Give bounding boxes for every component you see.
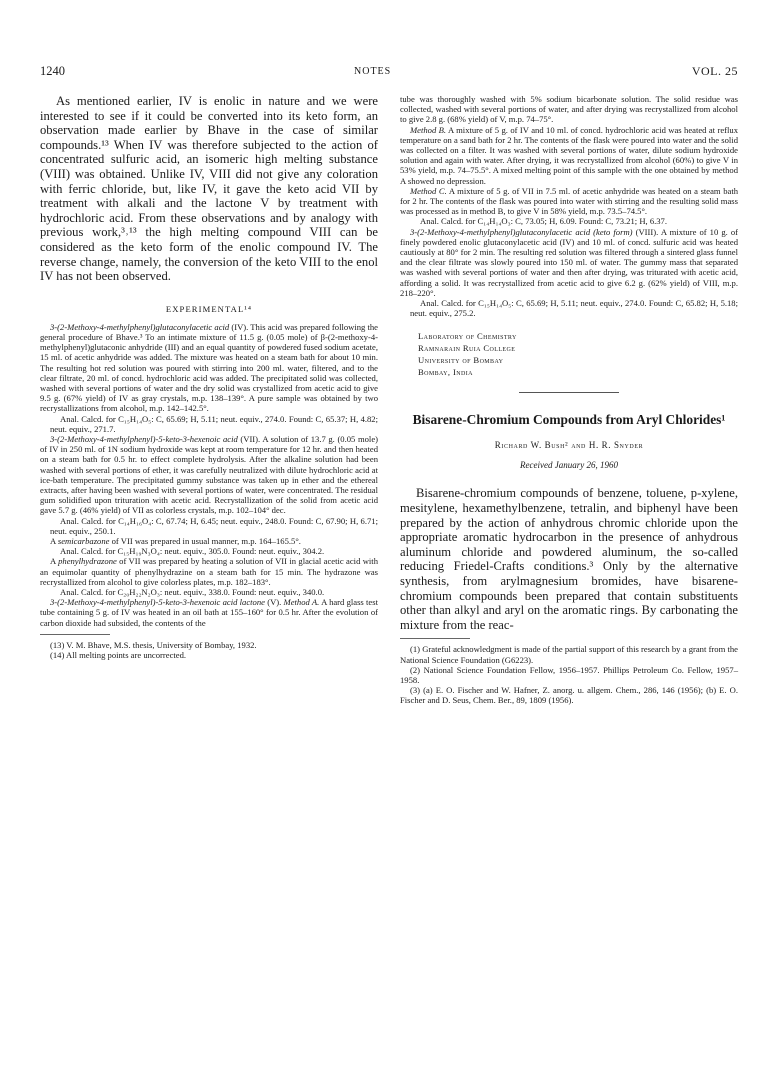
experimental-text: [40, 322, 378, 628]
page-number: 1240: [40, 64, 65, 78]
right-column: [400, 94, 738, 706]
footnote-divider: [40, 634, 110, 635]
procedure-iv: 3-(2-Methoxy-4-methylphenyl)glutaconylacetic acid (IV). This acid was prepared following the general procedure of Bhave.³ To an intimate mixture of 11.5 g. (0.05 mole) of β-(2-methoxy-4-methylphenyl)glutaconic anhydride (III) and an equal quantity of powdered fused sodium acetate, 15 ml. of acetic anhydride was added. The mixture was heated on a steam bath for about 10 min. The resulting hot red solution was poured with stirring into 200 ml. water, filtered, and to the clear filtrate, 20 ml. of concd. hydrochloric acid was added. The precipitated solid was collected, washed with several portions of water and the dry solid was crystallized from acetic acid to give 9.5 g. (67% yield) of IV as gray crystals, m.p. 138–139°. A pure sample was obtained by two recrystallizations from alcohol, m.p. 142–142.5°.: [40, 321, 378, 414]
experimental-heading: EXPERIMENTAL¹⁴: [165, 303, 253, 314]
experimental-text-continued: [400, 94, 738, 318]
affiliation-line: Ramnarain Ruia College: [418, 343, 516, 354]
footnote-13: (13) V. M. Bhave, M.S. thesis, University of Bombay, 1932.: [50, 639, 257, 650]
footnote-1: (1) Grateful acknowledgment is made of the partial support of this research by a grant from the National Science Foundation (G6223).: [400, 644, 738, 665]
method-c: Method C. A mixture of 5 g. of VII in 7.5 ml. of acetic anhydride was heated on a steam bath for 2 hr. The contents of the flask was poured into water with stirring and the resulting solid mass was processed as in method B, to give V in 58% yield, m.p. 73.5–74.5°.: [400, 185, 739, 217]
intro-paragraph: As mentioned earlier, IV is enolic in nature and we were interested to see if it could be converted into its keto form, an observation made earlier by Bhave in the case of similar compounds.¹³ When IV was therefore subjected to the action of concentrated sulfuric acid, an isomeric high melting substance (VIII) was obtained. Unlike IV, VIII did not give any coloration with ferric chloride, but, like IV, it gave the keto acid VII by treatment with alkali and the lactone V by treatment with hydrochloric acid. From these observations and by analogy with previous work,³˒¹³ the high melting compound VIII can be considered as the keto form of the enolic compound IV. The reverse change, namely, the conversion of the keto VIII to the enol IV has not been observed.: [40, 94, 378, 284]
article-body: Bisarene-chromium compounds of benzene, toluene, p-xylene, mesitylene, hexamethylbenzene, tetralin, and biphenyl have been prepared by the action of anhydrous chromic chloride upon the appropriate aromatic hydrocarbon in the presence of anhydrous aluminum chloride and powdered aluminum, the so-called reducing Friedel-Crafts conditions.³ Only by the alternative synthesis, from arylmagnesium bromides, have bisarene-chromium compounds been prepared that contain substituents other than alkyl and aryl on the aromatic rings. By carbonating the mixture from the reac-: [400, 486, 738, 632]
footnote-3: (3) (a) E. O. Fischer and W. Hafner, Z. anorg. u. allgem. Chem., 286, 146 (1956); (b) E. O. Fischer and D. Seus, Chem. Ber., 89, 1809 (1956).: [400, 685, 738, 706]
footnote-2: (2) National Science Foundation Fellow, 1956–1957. Phillips Petroleum Co. Fellow, 1957–1958.: [400, 664, 738, 686]
compound-name: 3-(2-Methoxy-4-methylphenyl)-5-keto-3-hexenoic acid lactone: [50, 597, 265, 608]
procedure-vii: 3-(2-Methoxy-4-methylphenyl)-5-keto-3-hexenoic acid (VII). A solution of 13.7 g. (0.05 mole) of IV in 250 ml. of 1N sodium hydroxide was kept at room temperature for 12 hr. and then heated on a steam bath for 0.5 hr. to effect complete hydrolysis. After the alkaline solution had been washed with several portions of ether, it was carefully neutralized with dilute hydrochloric acid at ice-bath temperature. The precipitated gummy substance was taken up in ether and the ethereal extracts, after having been washed with several portions of water, were concentrated. The residual gum solidified upon trituration with acetic acid. Recrystallization of the solid from acetic acid gave 5.7 g. (46% yield) of VII as colorless crystals, m.p. 102–104° dec.: [40, 433, 378, 516]
article-authors: Richard W. Bush² and H. R. Snyder: [494, 440, 644, 451]
lactone-continued: tube was thoroughly washed with 5% sodium bicarbonate solution. The solid residue was collected, washed with several portions of water, and after drying was recrystallized from alcohol to give 2.8 g. (68% yield) of V, m.p. 74–75°.: [400, 94, 738, 125]
footnote-14: (14) All melting points are uncorrected.: [50, 650, 187, 661]
footnotes-left: [40, 640, 378, 660]
compound-name: 3-(2-Methoxy-4-methylphenyl)-5-keto-3-hexenoic acid: [50, 433, 238, 444]
footnote-divider: [400, 638, 470, 639]
left-column: [40, 94, 378, 660]
procedure-viii: 3-(2-Methoxy-4-methylphenyl)glutaconylacetic acid (keto form) (VIII). A mixture of 10 g. of finely powdered enolic glutaconylacetic acid (IV) and 10 ml. of concd. sulfuric acid was heated cautiously at 80° for 2 min. The resulting red solution was filtered through a sintered glass funnel and the clear filtrate was slowly poured into 150 ml. of water. The gummy mass that separated was washed with several portions of water and then after drying, was triturated with acetic acid, affording a solid. It was recrystallized from acetic acid to give 6.2 g. (62% yield) of VIII, m.p. 218–220°.: [400, 226, 739, 298]
section-title: NOTES: [354, 66, 392, 77]
method-b: Method B. A mixture of 5 g. of IV and 10 ml. of concd. hydrochloric acid was heated at reflux temperature on a sand bath for 2 hr. The contents of the flask were poured into water and the solid was collected on a filter. It was washed with several portions of water, dilute sodium hydroxide solution and again with water. After drying, it was recrystallized from alcohol (60%) to give V in 53% yield, m.p. 74–75.5°. A mixed melting point of this sample with the one obtained by method A showed no depression.: [400, 124, 738, 186]
article-divider: [519, 392, 619, 393]
volume-label: VOL. 25: [691, 64, 738, 78]
affiliation-line: Laboratory of Chemistry: [418, 331, 517, 342]
running-header: [40, 64, 738, 82]
analysis-iv: Anal. Calcd. for C₁₅H₁₄O₅: C, 65.69; H, 5.11; neut. equiv., 274.0. Found: C, 65.37; H, 4.82; neut. equiv., 271.7.: [50, 413, 378, 434]
analysis-viii: Anal. Calcd. for C₁₅H₁₄O₅: C, 65.69; H, 5.11; neut. equiv., 274.0. Found: C, 65.82; H, 5.18; neut. equiv., 275.2.: [410, 298, 738, 319]
analysis-semicarbazone: Anal. Calcd. for C₁₅H₁₉N₃O₄: neut. equiv., 305.0. Found: neut. equiv., 304.2.: [60, 546, 325, 557]
received-date: Received January 26, 1960: [520, 460, 618, 471]
footnotes-right: [400, 644, 738, 705]
article-title: Bisarene-Chromium Compounds from Aryl Chlorides¹: [412, 412, 726, 428]
analysis-phenylhydrazone: Anal. Calcd. for C₂₀H₂₂N₂O₃: neut. equiv., 338.0. Found: neut. equiv., 340.0.: [60, 587, 325, 597]
analysis-vii: Anal. Calcd. for C₁₄H₁₆O₄: C, 67.74; H, 6.45; neut. equiv., 248.0. Found: C, 67.90; H, 6.71; neut. equiv., 250.1.: [50, 515, 378, 536]
journal-page: [40, 64, 738, 1054]
procedure-lactone: 3-(2-Methoxy-4-methylphenyl)-5-keto-3-hexenoic acid lactone (V). Method A. A hard glass test tube containing 5 g. of IV was heated in an oil bath at 155–160° for 0.5 hr. After the evolution of carbon dioxide had subsided, the contents of the: [40, 597, 378, 628]
phenylhydrazone-paragraph: A phenylhydrazone of VII was prepared by heating a solution of VII in glacial acetic acid with an equimolar quantity of phenylhydrazine on a steam bath for 15 min. The hydrazone was recrystallized from alcohol to give colorless plates, m.p. 182–183°.: [40, 556, 378, 587]
semicarbazone-paragraph: A semicarbazone of VII was prepared in usual manner, m.p. 164–165.5°.: [50, 535, 301, 546]
compound-name: 3-(2-Methoxy-4-methylphenyl)glutaconylacetic acid: [50, 321, 230, 332]
affiliation-block: [400, 330, 738, 378]
affiliation-line: University of Bombay: [418, 355, 504, 366]
compound-name: 3-(2-Methoxy-4-methylphenyl)glutaconylacetic acid (keto form): [410, 226, 633, 237]
analysis-lactone: Anal. Calcd. for C₁₄H₁₄O₃: C, 73.05; H, 6.09. Found: C, 73.21; H, 6.37.: [420, 216, 668, 227]
affiliation-line: Bombay, India: [418, 367, 473, 378]
